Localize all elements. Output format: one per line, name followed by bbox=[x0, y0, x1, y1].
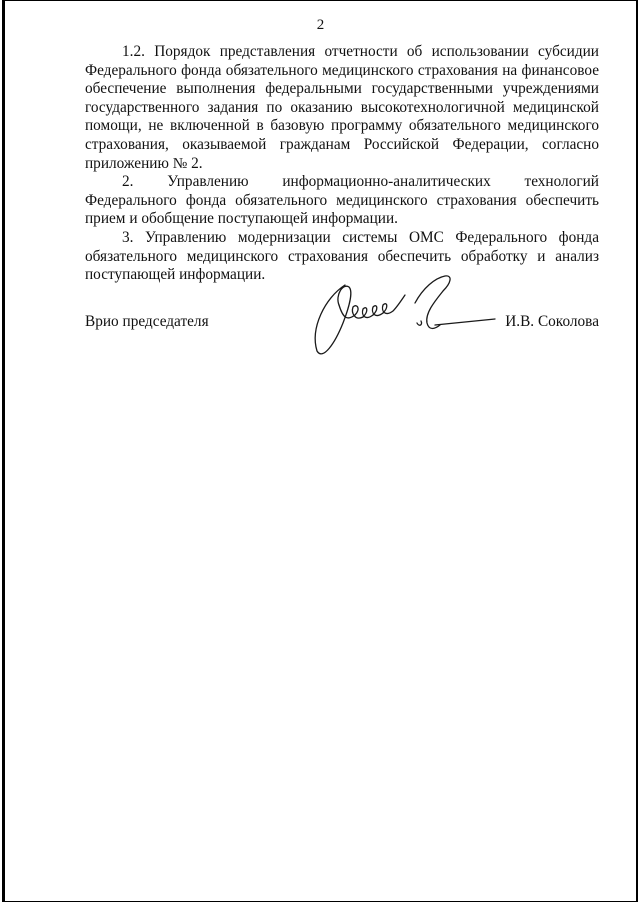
paragraph-2: 2. Управлению информационно-аналитических технологий Федерального фонда обязательного медицинского страхования обеспечить прием и обобщение поступающей информации. bbox=[85, 173, 599, 228]
signer-name: И.В. Соколова bbox=[505, 313, 599, 330]
signer-title: Врио председателя bbox=[85, 313, 209, 330]
paragraph-1-2: 1.2. Порядок представления отчетности об использовании субсидии Федерального фонда обязательного медицинского страхования на финансовое обеспечение выполнения федеральными государственными учреждениями государственного задания по оказанию высокотехнологичной медицинской помощи, не включенной в базовую программу обязательного медицинского страхования, оказываемой гражданам Российской Федерации, согласно приложению № 2. bbox=[85, 43, 599, 172]
paragraph-3: 3. Управлению модернизации системы ОМС Федерального фонда обязательного медицинского страхования обеспечить обработку и анализ поступающей информации. bbox=[85, 228, 599, 284]
document-body bbox=[85, 43, 599, 285]
signature-block bbox=[85, 313, 599, 335]
document-page bbox=[2, 0, 638, 902]
page-number: 2 bbox=[316, 17, 325, 33]
